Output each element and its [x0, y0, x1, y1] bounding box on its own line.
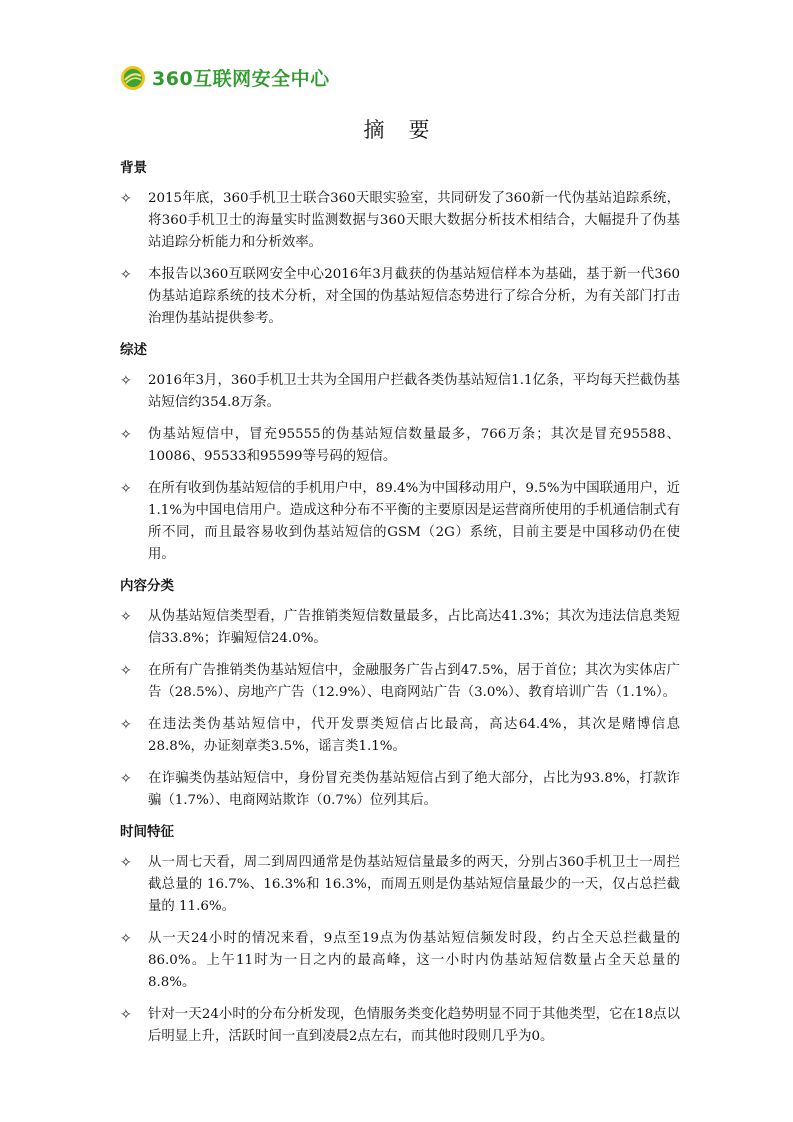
section-title: 内容分类 [120, 578, 174, 594]
bullet-diamond-icon: ✧ [120, 427, 132, 443]
item-text: 在所有广告推销类伪基站短信中，金融服务广告占到47.5%，居于首位；其次为实体店广告（28.5%）、房地产广告（12.9%）、电商网站广告（3.0%）、教育培训广告（1.1%）。 [148, 663, 680, 700]
section-content-classification [120, 576, 680, 812]
page-title: 摘要 [363, 118, 454, 142]
item-text: 从一周七天看，周二到周四通常是伪基站短信量最多的两天，分别占360手机卫士一周拦截总量的 16.7%、16.3%和 16.3%，而周五则是伪基站短信量最少的一天，仅占总拦截量的 11.6%。 [148, 855, 680, 914]
item-text: 2015年底，360手机卫士联合360天眼实验室，共同研发了360新一代伪基站追踪系统，将360手机卫士的海量实时监测数据与360天眼大数据分析技术相结合，大幅提升了伪基站追踪分析能力和分析效率。 [148, 191, 680, 250]
list-item [120, 478, 680, 566]
bullet-diamond-icon: ✧ [120, 267, 132, 283]
bullet-diamond-icon: ✧ [120, 373, 132, 389]
list-item [120, 1004, 680, 1048]
bullet-diamond-icon: ✧ [120, 663, 132, 679]
item-text: 从一天24小时的情况来看，9点至19点为伪基站短信频发时段，约占全天总拦截量的86.0%。上午11时为一日之内的最高峰，这一小时内伪基站短信数量占全天总量的8.8%。 [148, 931, 680, 990]
item-text: 针对一天24小时的分布分析发现，色情服务类变化趋势明显不同于其他类型，它在18点以后明显上升，活跃时间一直到凌晨2点左右，而其他时段则几乎为0。 [148, 1007, 680, 1044]
summary-content [120, 158, 680, 1058]
list-item [120, 660, 680, 704]
item-text: 在违法类伪基站短信中，代开发票类短信占比最高，高达64.4%，其次是赌博信息28.8%，办证刻章类3.5%，谣言类1.1%。 [148, 717, 680, 754]
item-text: 在诈骗类伪基站短信中，身份冒充类伪基站短信占到了绝大部分，占比为93.8%，打款诈骗（1.7%）、电商网站欺诈（0.7%）位列其后。 [148, 771, 680, 808]
list-item [120, 852, 680, 918]
item-text: 伪基站短信中，冒充95555的伪基站短信数量最多，766万条；其次是冒充95588、10086、95533和95599等号码的短信。 [148, 427, 680, 464]
item-text: 2016年3月，360手机卫士共为全国用户拦截各类伪基站短信1.1亿条，平均每天拦截伪基站短信约354.8万条。 [148, 373, 680, 410]
bullet-diamond-icon: ✧ [120, 191, 132, 207]
list-item [120, 714, 680, 758]
section-title: 背景 [120, 160, 147, 176]
bullet-diamond-icon: ✧ [120, 609, 132, 625]
list-item [120, 188, 680, 254]
bullet-diamond-icon: ✧ [120, 1007, 132, 1023]
list-item [120, 264, 680, 330]
item-text: 在所有收到伪基站短信的手机用户中，89.4%为中国移动用户，9.5%为中国联通用户，近 1.1%为中国电信用户。造成这种分布不平衡的主要原因是运营商所使用的手机通信制式有所不同，而且最容易收到伪基站短信的GSM（2G）系统，目前主要是中国移动仍在使用。 [148, 481, 680, 562]
item-text: 从伪基站短信类型看，广告推销类短信数量最多，占比高达41.3%；其次为违法信息类短信33.8%；诈骗短信24.0%。 [148, 609, 680, 646]
section-title: 综述 [120, 342, 147, 358]
section-overview [120, 340, 680, 566]
bullet-diamond-icon: ✧ [120, 481, 132, 497]
section-background [120, 158, 680, 330]
list-item [120, 424, 680, 468]
bullet-diamond-icon: ✧ [120, 717, 132, 733]
bullet-diamond-icon: ✧ [120, 931, 132, 947]
bullet-diamond-icon: ✧ [120, 855, 132, 871]
section-title: 时间特征 [120, 824, 174, 840]
page-header [120, 64, 330, 91]
section-time-features [120, 822, 680, 1048]
list-item [120, 370, 680, 414]
list-item [120, 606, 680, 650]
list-item [120, 928, 680, 994]
360-logo-icon [120, 65, 146, 91]
list-item [120, 768, 680, 812]
bullet-diamond-icon: ✧ [120, 771, 132, 787]
brand-name: 360互联网安全中心 [152, 68, 330, 90]
item-text: 本报告以360互联网安全中心2016年3月截获的伪基站短信样本为基础，基于新一代360伪基站追踪系统的技术分析，对全国的伪基站短信态势进行了综合分析，为有关部门打击治理伪基站提供参考。 [148, 267, 680, 326]
